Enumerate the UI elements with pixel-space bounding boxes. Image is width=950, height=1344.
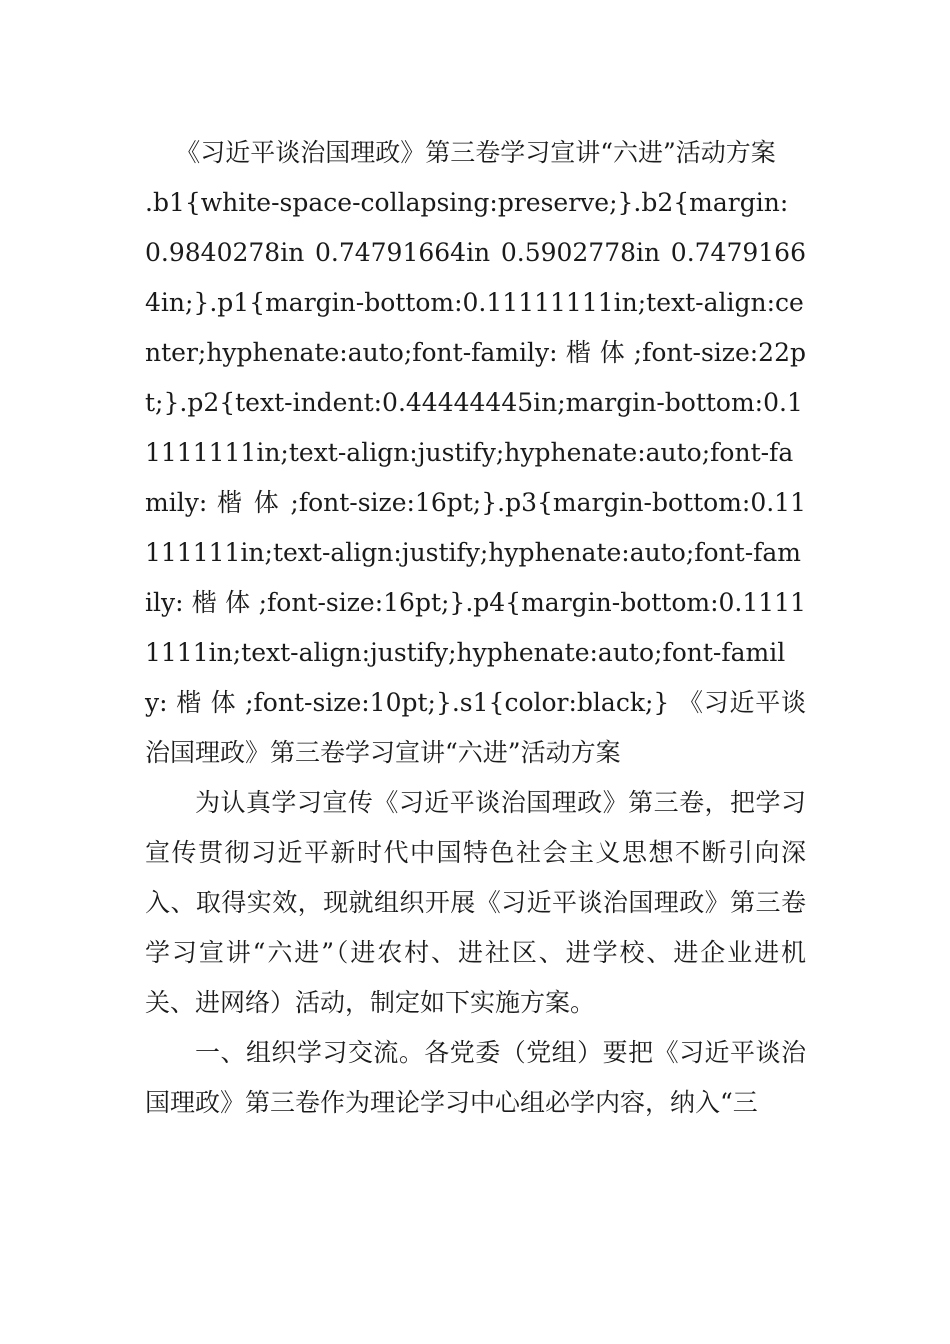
- paragraph-intro: 为认真学习宣传《习近平谈治国理政》第三卷，把学习宣传贯彻习近平新时代中国特色社会主义思想不断引向深入、取得实效，现就组织开展《习近平谈治国理政》第三卷学习宣讲“六进”（进农村、进社区、进学校、进企业进机关、进网络）活动，制定如下实施方案。: [145, 788, 806, 1017]
- css-text-block: .b1{white-space-collapsing:preserve;}.b2{margin: 0.9840278in 0.74791664in 0.5902778in 0.74791664in;}.p1{margin-bottom:0.11111111in;text-align:center;hyphenate:auto;font-family: 楷 体 ;font-size:22pt;}.p2{text-indent:0.44444445in;margin-bottom:0.11111111in;text-align:justify;hyphenate:auto;font-family: 楷 体 ;font-size:16pt;}.p3{margin-bottom:0.11111111in;text-align:justify;hyphenate:auto;font-family: 楷 体 ;font-size:16pt;}.p4{margin-bottom:0.11111111in;text-align:justify;hyphenate:auto;font-family: 楷 体 ;font-size:10pt;}.s1{color:black;} 《习近平谈治国理政》第三卷学习宣讲“六进”活动方案: [145, 188, 806, 767]
- document-body: [145, 128, 806, 1128]
- document-title: 《习近平谈治国理政》第三卷学习宣讲“六进”活动方案: [175, 138, 776, 167]
- paragraph-section-one: 一、组织学习交流。各党委（党组）要把《习近平谈治国理政》第三卷作为理论学习中心组必学内容，纳入“三: [145, 1038, 806, 1117]
